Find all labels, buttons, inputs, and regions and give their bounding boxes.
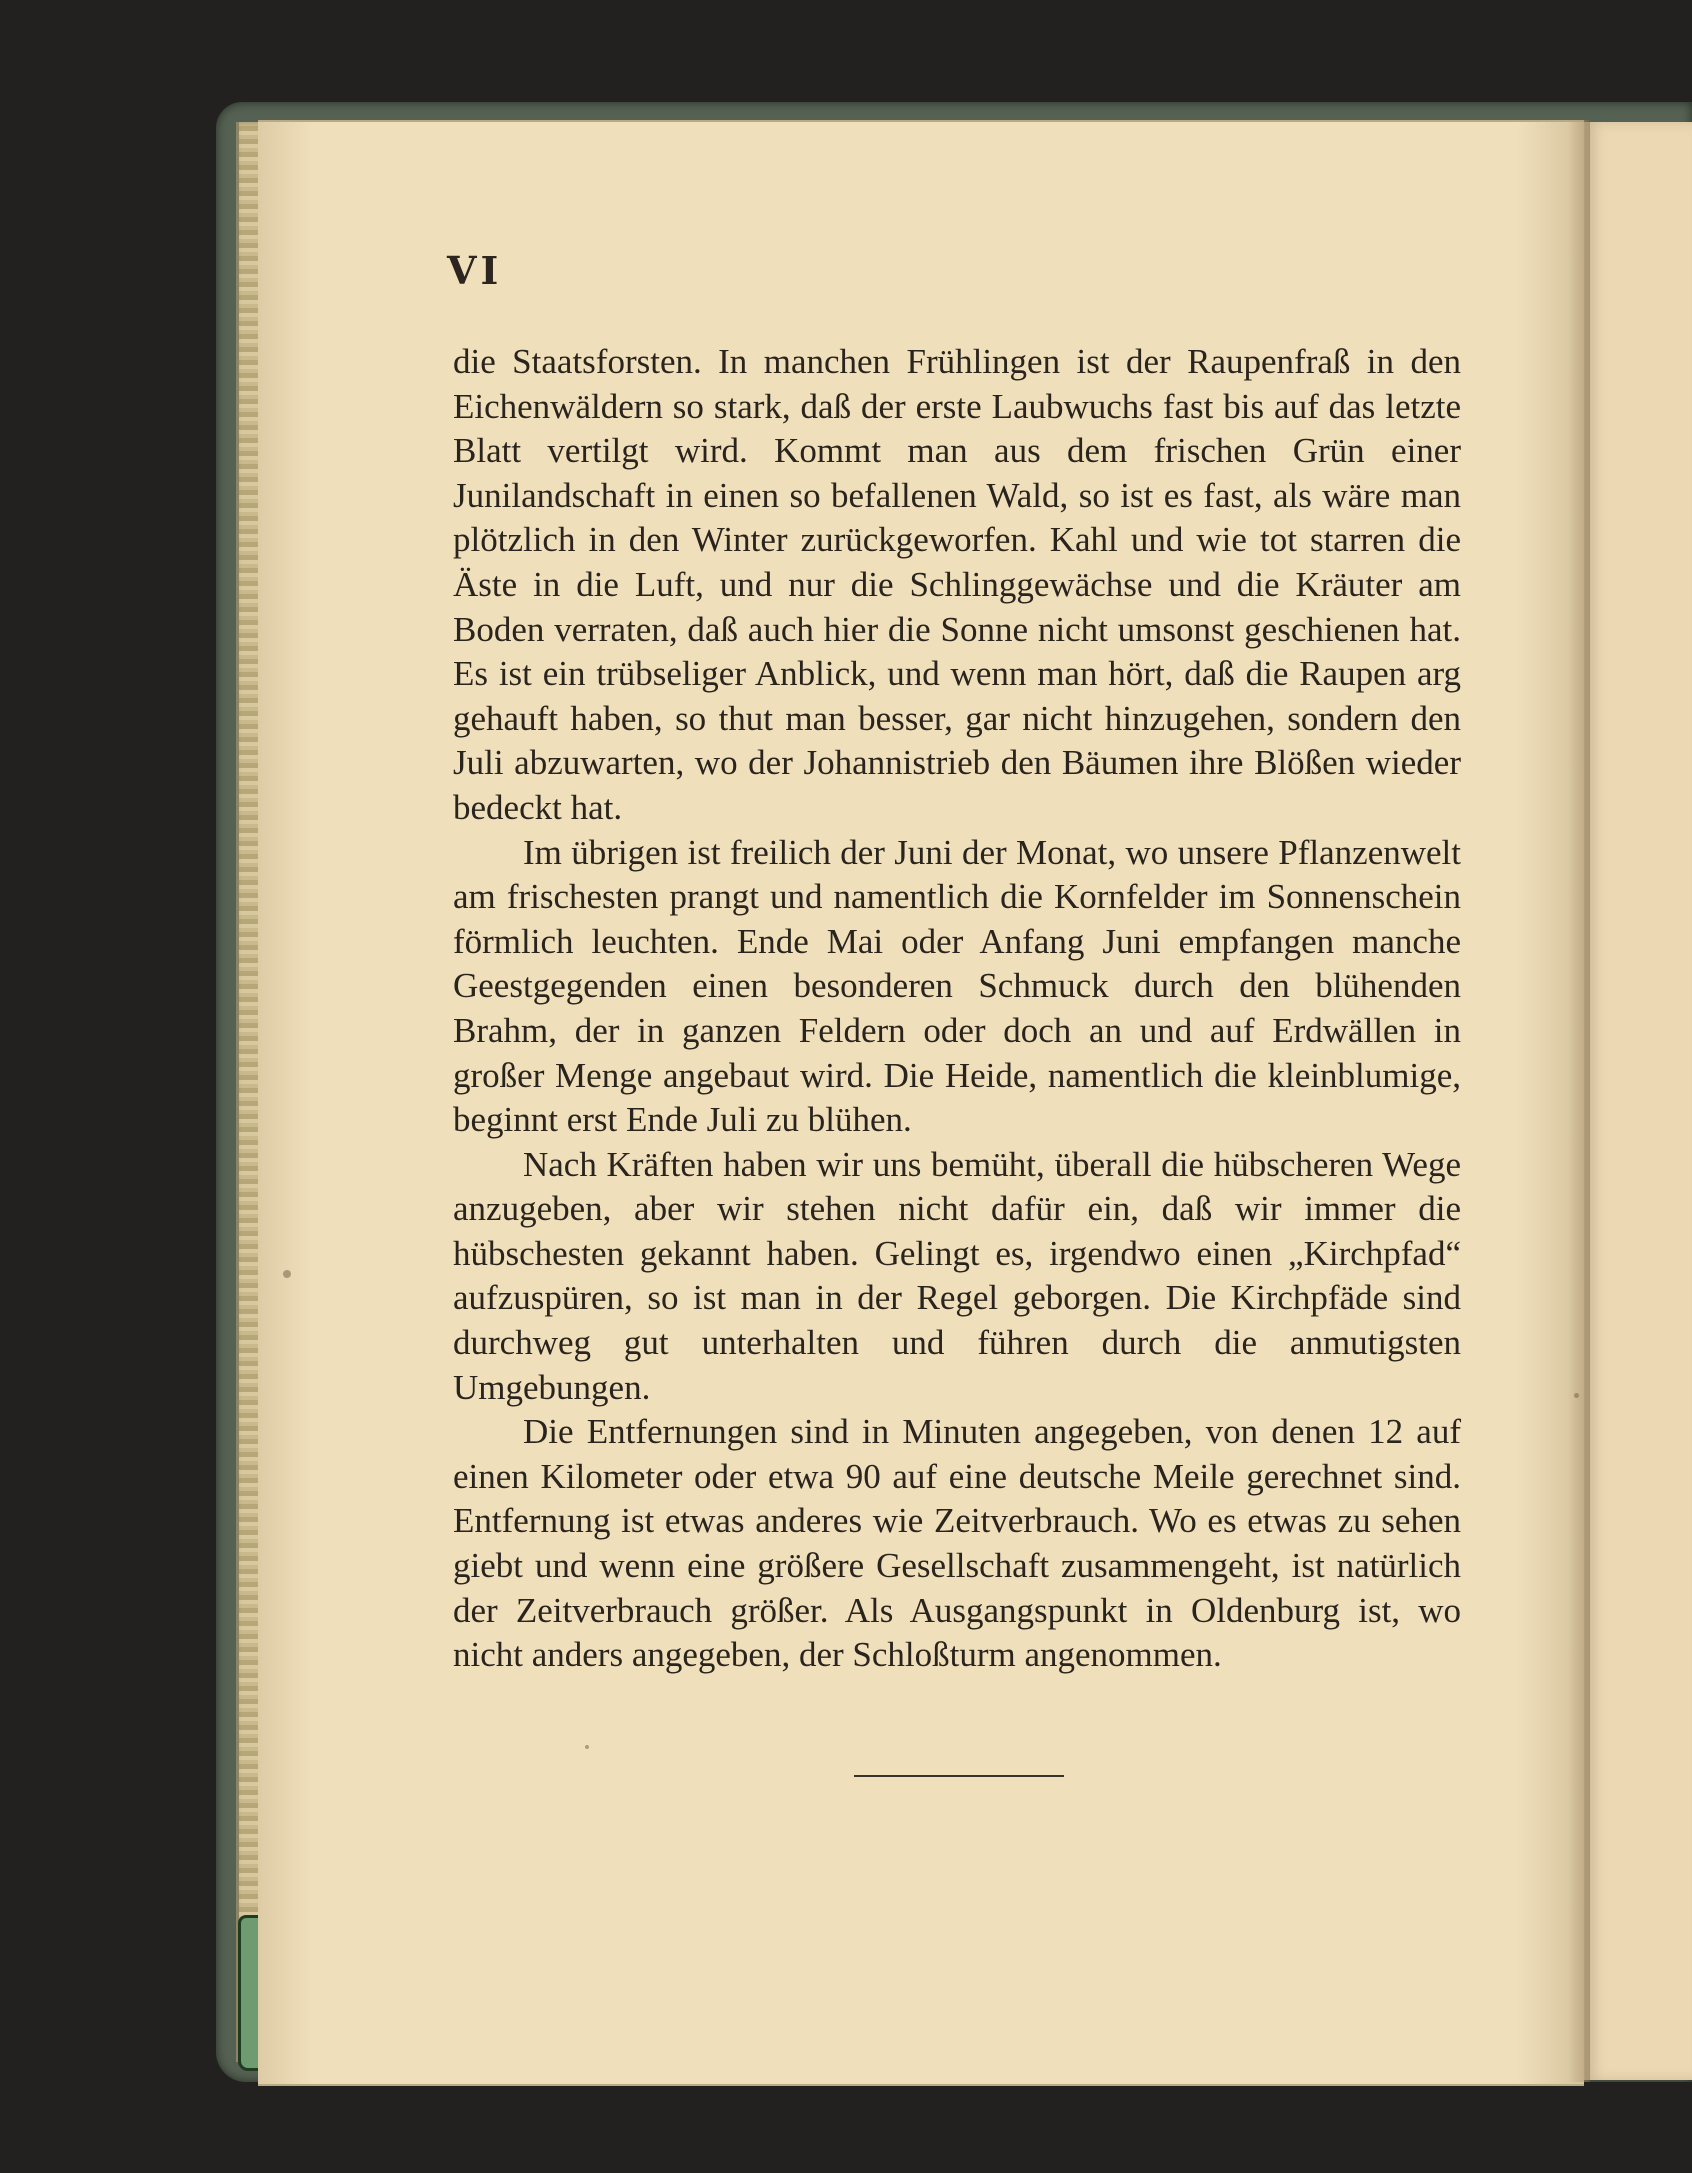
- page-number: VI: [447, 248, 503, 293]
- page-text: [453, 340, 1461, 1678]
- page-gutter: [1568, 120, 1590, 2082]
- paragraph: Im übrigen ist freilich der Juni der Monat, wo unsere Pflanzenwelt am frischesten prangt und namentlich die Kornfelder im Sonnenschein förmlich leuchten. Ende Mai oder Anfang Juni empfangen manche Geestgegenden einen besonderen Schmuck durch den blühenden Brahm, der in ganzen Feldern oder doch an und auf Erdwällen in großer Menge angebaut wird. Die Heide, namentlich die kleinblumige, beginnt erst Ende Juli zu blühen.: [453, 832, 1461, 1140]
- paper-speck: [585, 1745, 589, 1749]
- section-rule: [854, 1775, 1064, 1777]
- paper-speck: [1574, 1393, 1579, 1398]
- paragraph: die Staatsforsten. In manchen Frühlingen ist der Raupenfraß in den Eichenwäldern so stark, daß der erste Laubwuchs fast bis auf das letzte Blatt vertilgt wird. Kommt man aus dem frischen Grün einer Junilandschaft in einen so befallenen Wald, so ist es fast, als wäre man plötzlich in den Winter zurückgeworfen. Kahl und wie tot starren die Äste in die Luft, und nur die Schlinggewächse und die Kräuter am Boden verraten, daß auch hier die Sonne nicht umsonst geschienen hat. Es ist ein trübseliger Anblick, und wenn man hört, daß die Raupen arg gehauft haben, so thut man besser, gar nicht hinzugehen, sondern den Juli abzuwarten, wo der Johannistrieb den Bäumen ihre Blößen wieder bedeckt hat.: [453, 342, 1461, 827]
- paragraph: Nach Kräften haben wir uns bemüht, überall die hübscheren Wege anzugeben, aber wir stehen nicht dafür ein, daß wir immer die hübschesten gekannt haben. Gelingt es, irgendwo einen „Kirchpfad“ aufzuspüren, so ist man in der Regel geborgen. Die Kirchpfäde sind durchweg gut unterhalten und führen durch die anmutigsten Umgebungen.: [453, 1144, 1461, 1407]
- facing-page: [1584, 122, 1692, 2080]
- paper-speck: [283, 1270, 291, 1278]
- paragraph: Die Entfernungen sind in Minuten angegeben, von denen 12 auf einen Kilometer oder etwa 90 auf eine deutsche Meile gerechnet sind. Entfernung ist etwas anderes wie Zeitverbrauch. Wo es etwas zu sehen giebt und wenn eine größere Gesellschaft zusammengeht, ist natürlich der Zeitverbrauch größer. Als Ausgangspunkt in Oldenburg ist, wo nicht anders angegeben, der Schloßturm angenommen.: [453, 1412, 1461, 1675]
